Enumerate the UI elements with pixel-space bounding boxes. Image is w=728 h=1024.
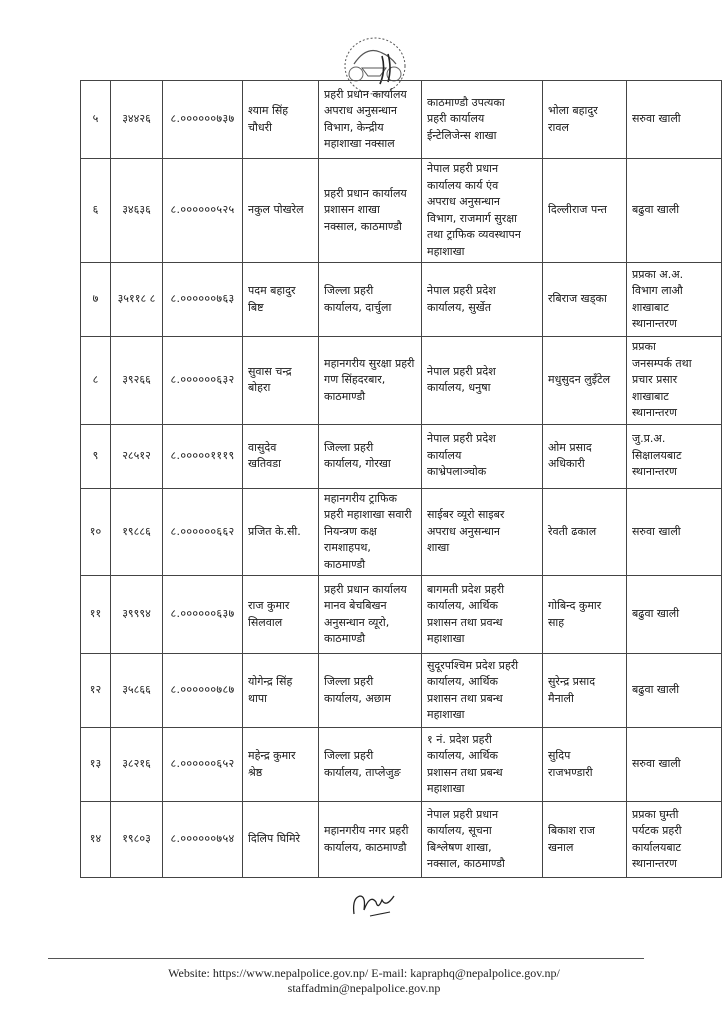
transferred-office-cell-line: अपराध अनुसन्धान [427,524,500,538]
remark-cell-line: स्थानान्तरण [632,317,678,330]
transferred-office-cell-line: कार्यालय, सुर्खेत [427,300,492,314]
remark-cell [627,159,722,263]
current-office-cell-line: प्रहरी प्रधान कार्यालय [324,186,407,200]
current-office-cell [319,802,422,878]
serial-number-cell: ८ [81,337,111,425]
remark-cell-line: सरुवा खाली [632,112,681,126]
code-number-cell: ८.००००००७५४ [163,802,243,878]
code-number-cell: ८.००००००६३२ [163,337,243,425]
current-office-cell [319,337,422,425]
current-office-cell-line: जिल्ला प्रहरी [324,284,374,297]
employee-name-cell [243,159,319,263]
current-office-cell-line: जिल्ला प्रहरी [324,440,374,454]
replacement-name-cell [543,654,627,728]
transferred-office-cell [422,728,543,802]
replacement-name-cell-line: मधुसुदन लुइँटेल [548,373,611,386]
replacement-name-cell [543,263,627,337]
employee-name-cell-line: योगेन्द्र सिंह [248,675,293,688]
transferred-office-cell-line: नेपाल प्रहरी प्रदेश [427,432,496,446]
remark-cell-line: बढुवा खाली [632,203,680,217]
current-office-cell-line: महानगरीय सुरक्षा प्रहरी [324,356,415,370]
transferred-office-cell [422,337,543,425]
transferred-office-cell-line: महाशाखा [427,244,465,258]
current-office-cell-line: रामशाहपथ, [324,541,371,554]
current-office-cell-line: काठमाण्डौ [324,557,366,571]
current-office-cell-line: महानगरीय ट्राफिक [324,491,397,505]
serial-number-cell: ५ [81,81,111,159]
serial-number-cell: १२ [81,654,111,728]
current-office-cell-line: महानगरीय नगर प्रहरी [324,824,409,837]
transferred-office-cell-line: प्रशासन तथा प्रबन्ध [427,765,503,779]
transferred-office-cell-line: नेपाल प्रहरी प्रदेश [427,364,496,378]
employee-id-cell: ३८२१६ [111,728,163,802]
remark-cell-line: स्थानान्तरण [632,465,678,479]
employee-name-cell-line: सिलवाल [248,615,283,629]
current-office-cell-line: प्रशासन शाखा [324,203,380,217]
serial-number-cell: ९ [81,424,111,488]
replacement-name-cell-line: राजभण्डारी [548,765,593,779]
transferred-office-cell-line: साईबर व्यूरो साइबर [427,508,505,521]
employee-id-cell: ३९२६६ [111,337,163,425]
employee-name-cell-line: सुवास चन्द्र [248,364,292,378]
employee-name-cell-line: खतिवडा [248,457,281,470]
employee-name-cell [243,802,319,878]
replacement-name-cell [543,802,627,878]
footer [0,966,728,996]
transferred-office-cell-line: काभ्रेपलाञ्चोक [427,465,487,479]
remark-cell [627,576,722,654]
transferred-office-cell [422,424,543,488]
replacement-name-cell-line: रावल [548,120,569,134]
remark-cell-line: विभाग लाऔ [632,284,683,297]
current-office-cell [319,159,422,263]
employee-name-cell-line: नकुल पोखरेल [248,203,304,217]
serial-number-cell: १० [81,488,111,576]
transferred-office-cell-line: अपराध अनुसन्धान [427,195,500,208]
transferred-office-cell [422,81,543,159]
remark-cell-line: स्थानान्तरण [632,857,678,870]
employee-name-cell [243,263,319,337]
code-number-cell: ८.००००००७८७ [163,654,243,728]
transferred-office-cell-line: सुदूरपश्चिम प्रदेश प्रहरी [427,658,519,672]
current-office-cell-line: कार्यालय, ताप्लेजुङ [324,765,401,779]
current-office-cell [319,576,422,654]
remark-cell-line: सरुवा खाली [632,757,681,771]
serial-number-cell: ११ [81,576,111,654]
transferred-office-cell [422,159,543,263]
transferred-office-cell-line: महाशाखा [427,708,465,721]
transferred-office-cell-line: कार्यालय, आर्थिक [427,599,498,612]
replacement-name-cell [543,424,627,488]
replacement-name-cell [543,159,627,263]
table-row [81,488,722,576]
remark-cell-line: स्थानान्तरण [632,406,678,419]
replacement-name-cell [543,488,627,576]
replacement-name-cell [543,576,627,654]
remark-cell [627,802,722,878]
current-office-cell-line: कार्यालय, दार्चुला [324,300,392,314]
footer-divider [48,958,644,959]
remark-cell-line: जु.प्र.अ. [632,432,666,446]
replacement-name-cell [543,728,627,802]
replacement-name-cell-line: रेवती ढकाल [548,524,597,538]
employee-name-cell [243,81,319,159]
current-office-cell-line: मानव बेचबिखन [324,599,387,612]
remark-cell-line: शाखाबाट [632,389,669,403]
employee-name-cell [243,424,319,488]
transferred-office-cell-line: प्रशासन तथा प्रवन्ध [427,615,503,629]
current-office-cell [319,488,422,576]
employee-name-cell-line: राज कुमार [248,599,290,612]
employee-name-cell-line: चौधरी [248,120,272,134]
employee-name-cell-line: महेन्द्र कुमार [248,749,296,762]
employee-name-cell-line: वासुदेव [248,440,277,454]
code-number-cell: ८.००००००५२५ [163,159,243,263]
current-office-cell-line: काठमाण्डौ [324,632,366,645]
replacement-name-cell-line: भोला बहादुर [548,104,598,117]
current-office-cell-line: प्रहरी महाशाखा सवारी [324,508,412,521]
employee-id-cell: १९८०३ [111,802,163,878]
transferred-office-cell-line: कार्यालय, आर्थिक [427,749,498,762]
replacement-name-cell-line: रबिराज खड्का [548,292,607,306]
table-row [81,337,722,425]
employee-name-cell-line: श्रेष्ठ [248,765,263,779]
current-office-cell-line: अनुसन्धान व्यूरो, [324,615,390,629]
serial-number-cell: ६ [81,159,111,263]
employee-id-cell: ३५११८ ८ [111,263,163,337]
current-office-cell-line: नियन्त्रण कक्ष [324,524,377,538]
serial-number-cell: ७ [81,263,111,337]
remark-cell [627,728,722,802]
employee-name-cell [243,728,319,802]
transferred-office-cell-line: बिश्लेषण शाखा, [427,840,492,854]
remark-cell-line: प्रप्रका अ.अ. [632,267,684,281]
current-office-cell-line: प्रहरी प्रधान कार्यालय [324,582,407,596]
remark-cell-line: सरुवा खाली [632,524,681,538]
code-number-cell: ८.००००००७६३ [163,263,243,337]
table-row [81,81,722,159]
remark-cell [627,263,722,337]
transferred-office-cell-line: कार्यालय, आर्थिक [427,675,498,688]
transferred-office-cell [422,654,543,728]
remark-cell-line: शाखाबाट [632,300,669,314]
replacement-name-cell-line: ओम प्रसाद [548,440,592,454]
employee-name-cell [243,654,319,728]
transferred-office-cell-line: बागमती प्रदेश प्रहरी [427,582,505,596]
replacement-name-cell [543,81,627,159]
remark-cell [627,81,722,159]
serial-number-cell: १३ [81,728,111,802]
footer-website-email: Website: https://www.nepalpolice.gov.np/ E-mail: kapraphq@nepalpolice.gov.np/ [168,966,560,980]
remark-cell-line: जनसम्पर्क तथा [632,356,692,370]
employee-id-cell: ३९९९४ [111,576,163,654]
remark-cell [627,654,722,728]
employee-name-cell-line: बिष्ट [248,300,264,314]
employee-name-cell-line: पदम बहादुर [248,284,296,297]
transferred-office-cell-line: कार्यालय कार्य एंव [427,178,499,192]
transferred-office-cell-line: कार्यालय [427,448,462,462]
footer-email-staffadmin: staffadmin@nepalpolice.gov.np [287,981,441,995]
transferred-office-cell-line: ईन्टेलिजेन्स शाखा [427,128,497,142]
transferred-office-cell-line: नेपाल प्रहरी प्रदेश [427,284,496,297]
employee-name-cell-line: बोहरा [248,381,271,395]
replacement-name-cell-line: खनाल [548,840,574,854]
remark-cell [627,488,722,576]
employee-name-cell-line: दिलिप घिमिरे [248,832,301,846]
current-office-cell-line: काठमाण्डौ [324,389,366,403]
employee-id-cell: ३५८६६ [111,654,163,728]
current-office-cell [319,81,422,159]
current-office-cell-line: जिल्ला प्रहरी [324,675,374,688]
table-row [81,802,722,878]
replacement-name-cell-line: साह [548,615,565,629]
transferred-office-cell-line: प्रहरी कार्यालय [427,112,485,126]
table-row [81,728,722,802]
employee-id-cell: ३४६३६ [111,159,163,263]
remark-cell [627,337,722,425]
employee-id-cell: १९८८६ [111,488,163,576]
transferred-office-cell-line: तथा ट्राफिक व्यवस्थापन [427,228,521,241]
signature [350,888,400,922]
employee-name-cell [243,488,319,576]
current-office-cell [319,728,422,802]
transferred-office-cell-line: महाशाखा [427,632,465,645]
transferred-office-cell-line: कार्यालय, सूचना [427,824,492,837]
employee-name-cell-line: श्याम सिंह [248,104,289,117]
transferred-office-cell-line: कार्यालय, धनुषा [427,381,491,395]
remark-cell [627,424,722,488]
current-office-cell-line: कार्यालय, काठमाण्डौ [324,840,407,854]
employee-id-cell: ३४४२६ [111,81,163,159]
remark-cell-line: बढुवा खाली [632,683,680,697]
code-number-cell: ८.००००००७३७ [163,81,243,159]
current-office-cell-line: गण सिंहदरबार, [324,373,386,386]
transferred-office-cell-line: प्रशासन तथा प्रबन्ध [427,691,503,705]
replacement-name-cell-line: मैनाली [548,691,574,705]
employee-name-cell [243,337,319,425]
transferred-office-cell-line: विभाग, राजमार्ग सुरक्षा [427,211,518,225]
transferred-office-cell-line: नेपाल प्रहरी प्रधान [427,807,499,821]
current-office-cell [319,424,422,488]
table-row [81,263,722,337]
table-row [81,654,722,728]
transferred-office-cell [422,576,543,654]
current-office-cell-line: विभाग, केन्द्रीय [324,120,384,134]
table-row [81,424,722,488]
current-office-cell [319,654,422,728]
current-office-cell-line: जिल्ला प्रहरी [324,749,374,762]
remark-cell-line: सिक्षालयबाट [632,448,682,462]
current-office-cell-line: कार्यालय, गोरखा [324,457,391,470]
transfer-table [80,80,722,878]
current-office-cell-line: महाशाखा नक्साल [324,137,395,150]
remark-cell-line: प्रप्रका घुम्ती [632,807,679,821]
transferred-office-cell-line: नेपाल प्रहरी प्रधान [427,162,499,175]
transferred-office-cell [422,488,543,576]
code-number-cell: ८.००००००६५२ [163,728,243,802]
transferred-office-cell-line: महाशाखा [427,782,465,795]
current-office-cell-line: कार्यालय, अछाम [324,691,391,705]
employee-name-cell-line: प्रजित के.सी. [248,524,301,538]
remark-cell-line: कार्यालयबाट [632,840,682,854]
transferred-office-cell-line: १ नं. प्रदेश प्रहरी [427,732,492,746]
code-number-cell: ८.००००००६६२ [163,488,243,576]
transferred-office-cell-line: नक्साल, काठमाण्डौ [427,857,505,870]
employee-id-cell: २८५१२ [111,424,163,488]
remark-cell-line: बढुवा खाली [632,607,680,621]
replacement-name-cell-line: अधिकारी [548,457,585,470]
remark-cell-line: प्रचार प्रसार [632,373,678,386]
current-office-cell [319,263,422,337]
replacement-name-cell [543,337,627,425]
replacement-name-cell-line: दिल्लीराज पन्त [548,203,607,217]
transferred-office-cell [422,263,543,337]
employee-name-cell [243,576,319,654]
remark-cell-line: पर्यटक प्रहरी [632,824,682,837]
current-office-cell-line: अपराध अनुसन्धान [324,104,397,117]
employee-name-cell-line: थापा [248,691,267,705]
code-number-cell: ८.००००००६३७ [163,576,243,654]
replacement-name-cell-line: सुरेन्द्र प्रसाद [548,675,596,688]
current-office-cell-line: नक्साल, काठमाण्डौ [324,219,402,233]
replacement-name-cell-line: गोबिन्द कुमार [548,599,602,612]
current-office-cell-line: प्रहरी प्रधान कार्यालय [324,87,407,101]
code-number-cell: ८.०००००१११९ [163,424,243,488]
table-row [81,159,722,263]
replacement-name-cell-line: बिकाश राज [548,824,595,837]
transferred-office-cell-line: शाखा [427,541,450,554]
serial-number-cell: १४ [81,802,111,878]
replacement-name-cell-line: सुदिप [548,749,571,762]
remark-cell-line: प्रप्रका [632,340,656,353]
table-row [81,576,722,654]
transferred-office-cell [422,802,543,878]
transferred-office-cell-line: काठमाण्डौ उपत्यका [427,95,505,109]
